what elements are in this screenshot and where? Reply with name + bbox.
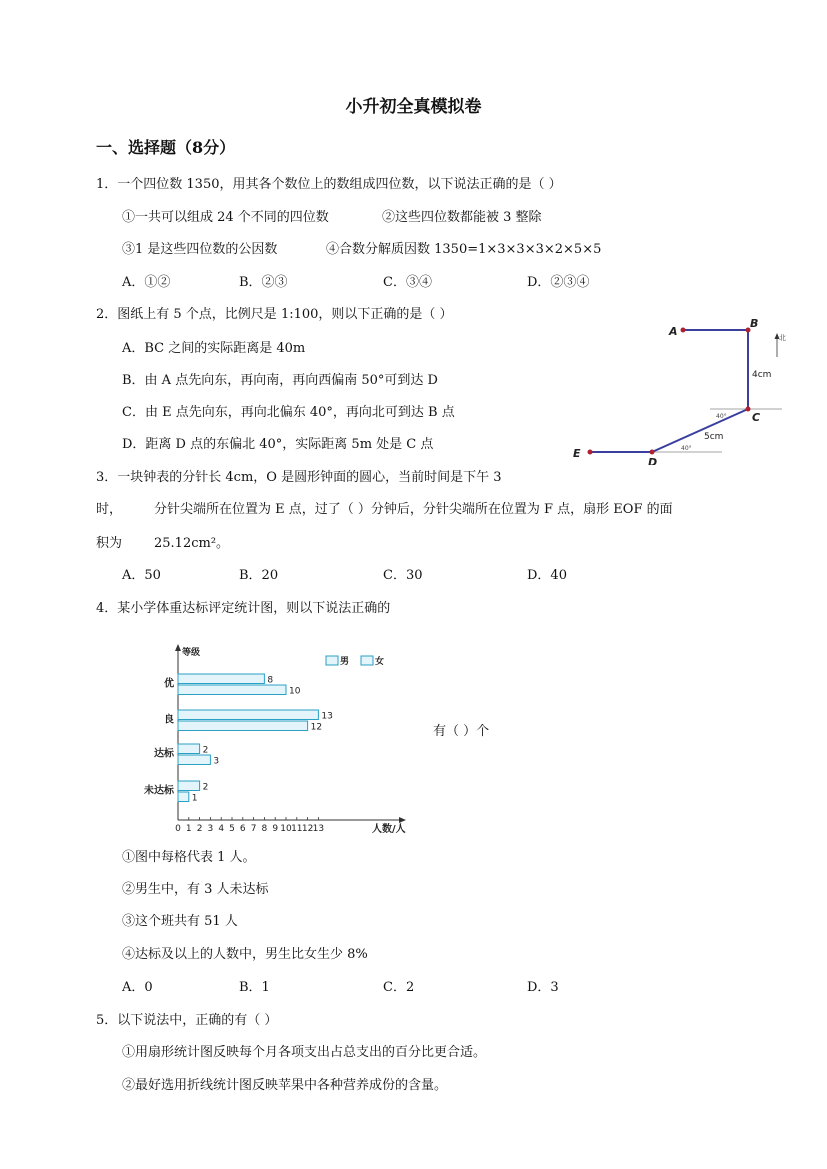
section-heading: 一、选择题（8分）	[96, 138, 236, 157]
q1-option-d: D．②③④	[527, 275, 590, 290]
bar	[178, 710, 318, 720]
legend-label: 男	[340, 657, 350, 667]
category-label: 未达标	[144, 785, 174, 797]
legend-swatch	[361, 656, 373, 665]
x-tick-label: 0	[175, 824, 181, 834]
x-tick-label: 4	[218, 824, 225, 834]
category-label: 良	[164, 714, 174, 726]
q4-option-b: B．1	[239, 980, 270, 995]
bar	[178, 755, 210, 765]
x-tick-label: 7	[250, 824, 257, 834]
q3-option-d: D．40	[527, 568, 567, 583]
point-d-label: D	[648, 456, 658, 465]
x-tick-label: 8	[261, 824, 268, 834]
bar-value-label: 2	[202, 782, 209, 793]
legend-label: 女	[375, 657, 385, 667]
x-tick-label: 9	[272, 824, 279, 834]
q3-line-2b: 分针尖端所在位置为 E 点，过了（ ）分钟后，分针尖端所在位置为 F 点，扇形 EOF 的面	[154, 502, 673, 517]
chart-axes	[175, 644, 406, 823]
route-path	[590, 330, 748, 452]
q4-stem: 4．某小学体重达标评定统计图，则以下说法正确的	[96, 601, 391, 616]
q4-statement-3: ③这个班共有 51 人	[122, 914, 238, 929]
q1-option-c: C．③④	[383, 275, 432, 290]
bc-length-label: 4cm	[752, 370, 772, 380]
q3-line-1: 3．一块钟表的分针长 4cm，O 是圆形钟面的圆心，当前时间是下午 3	[96, 470, 502, 485]
north-label: 北	[779, 334, 786, 342]
q5-stem: 5．以下说法中，正确的有（ ）	[96, 1013, 278, 1028]
x-tick-label: 13	[312, 824, 325, 834]
q1-statement-2: ②这些四位数都能被 3 整除	[382, 210, 542, 225]
x-tick-label: 2	[196, 824, 203, 834]
q3-option-a: A．50	[122, 568, 161, 583]
weight-grade-bar-chart	[130, 640, 420, 840]
point-e-label: E	[573, 447, 581, 460]
y-axis-title: 等级	[182, 648, 201, 658]
q3-line-3a: 积为	[96, 536, 123, 551]
q2-route-diagram	[560, 315, 795, 465]
q1-stem: 1．一个四位数 1350，用其各个数位上的数组成四位数，以下说法正确的是（ ）	[96, 177, 562, 192]
page-title: 小升初全真模拟卷	[345, 97, 482, 117]
q1-option-a: A．①②	[122, 275, 171, 290]
q1-option-b: B．②③	[239, 275, 288, 290]
q3-line-3b: 25.12cm²。	[154, 536, 230, 551]
x-tick-label: 5	[229, 824, 235, 834]
x-tick-label: 10	[280, 824, 292, 834]
point-a-dot	[681, 328, 686, 333]
q4-statement-4: ④达标及以上的人数中，男生比女生少 8%	[122, 947, 368, 962]
q2-option-b: B．由 A 点先向东，再向南，再向西偏南 50°可到达 D	[122, 373, 438, 388]
q2-option-c: C．由 E 点先向东，再向北偏东 40°，再向北可到达 B 点	[122, 405, 455, 420]
q4-option-c: C．2	[383, 980, 415, 995]
bar	[178, 792, 189, 802]
bar	[178, 685, 286, 695]
legend-swatch	[326, 656, 338, 665]
angle-d-label: 40°	[681, 445, 692, 452]
bar-value-label: 12	[310, 722, 323, 733]
bar	[178, 721, 308, 731]
bar	[178, 674, 264, 684]
x-tick-label: 11	[291, 824, 303, 834]
x-tick-label: 1	[185, 824, 192, 834]
bar-value-label: 10	[289, 686, 301, 697]
category-label: 优	[164, 678, 174, 690]
x-axis-title: 人数/人	[372, 824, 406, 835]
q4-option-a: A．0	[122, 980, 153, 995]
point-c-label: C	[752, 411, 761, 424]
angle-c-label: 40°	[716, 413, 727, 420]
x-tick-label: 12	[301, 824, 314, 834]
bar-value-label: 2	[202, 745, 209, 756]
y-axis-arrow-icon	[175, 644, 181, 651]
q2-stem: 2．图纸上有 5 个点，比例尺是 1:100，则以下正确的是（ ）	[96, 307, 453, 322]
q4-statement-1: ①图中每格代表 1 人。	[122, 850, 256, 865]
bar-value-label: 13	[321, 711, 333, 722]
point-d-dot	[650, 450, 655, 455]
category-label: 达标	[154, 748, 174, 760]
q5-statement-1: ①用扇形统计图反映每个月各项支出占总支出的百分比更合适。	[122, 1045, 487, 1060]
bar	[178, 744, 200, 754]
q1-statement-1: ①一共可以组成 24 个不同的四位数	[122, 210, 329, 225]
bar-value-label: 3	[213, 756, 220, 767]
x-axis-arrow-icon	[399, 817, 406, 823]
q4-statement-2: ②男生中，有 3 人未达标	[122, 882, 269, 897]
q3-line-2a: 时，	[96, 502, 123, 517]
q2-option-a: A．BC 之间的实际距离是 40m	[122, 341, 306, 356]
q4-blank: 有（ ）个	[433, 724, 490, 739]
cd-length-label: 5cm	[704, 432, 724, 442]
q2-option-d: D．距离 D 点的东偏北 40°，实际距离 5m 处是 C 点	[122, 437, 434, 452]
bar	[178, 781, 200, 791]
q4-option-d: D．3	[527, 980, 559, 995]
q1-statement-4: ④合数分解质因数 1350=1×3×3×3×2×5×5	[326, 242, 602, 257]
q3-option-b: B．20	[239, 568, 279, 583]
point-b-label: B	[750, 317, 759, 330]
bar-value-label: 1	[191, 793, 198, 804]
point-c-dot	[746, 407, 751, 412]
q3-option-c: C．30	[383, 568, 423, 583]
q1-statement-3: ③1 是这些四位数的公因数	[122, 242, 278, 257]
point-e-dot	[588, 450, 593, 455]
point-a-label: A	[669, 325, 678, 338]
x-tick-label: 3	[207, 824, 214, 834]
x-tick-label: 6	[239, 824, 246, 834]
q5-statement-2: ②最好选用折线统计图反映苹果中各种营养成份的含量。	[122, 1078, 448, 1093]
bar-value-label: 8	[267, 675, 274, 686]
